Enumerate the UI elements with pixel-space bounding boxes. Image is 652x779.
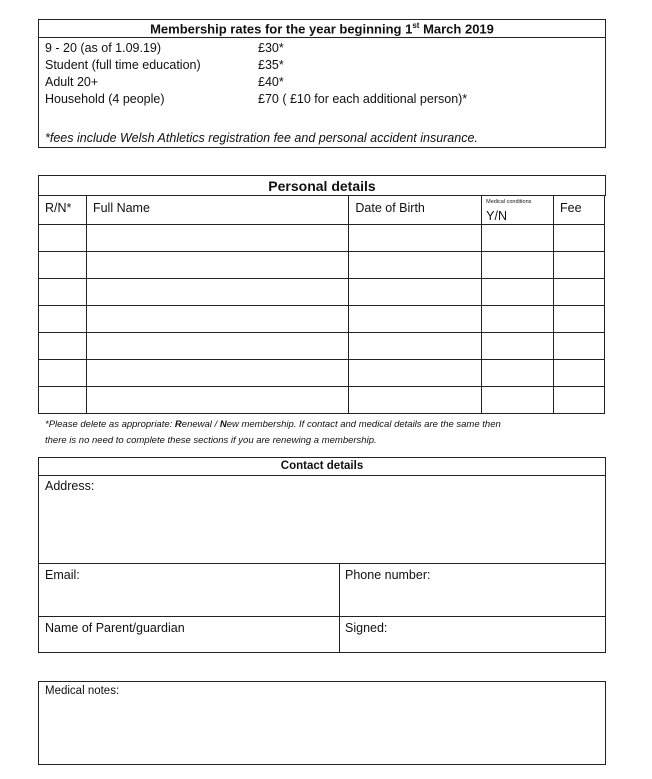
- note-text: ew membership. If contact and medical details are the same then: [226, 419, 501, 430]
- contact-details-title: Contact details: [280, 460, 364, 472]
- full-name-input[interactable]: [87, 387, 348, 413]
- membership-rates-box: [38, 19, 606, 148]
- full-name-header: [86, 196, 348, 225]
- renewal-note-line-2: there is no need to complete these sections if you are renewing a membership.: [45, 435, 377, 446]
- renewal-note-line-1: [45, 420, 501, 430]
- medical-input[interactable]: [482, 387, 553, 413]
- address-label: Address:: [45, 479, 95, 493]
- rates-footnote: *fees include Welsh Athletics registration fee and personal accident insurance.: [45, 131, 478, 145]
- rn-input[interactable]: [39, 333, 86, 359]
- rates-title: [38, 22, 606, 35]
- medical-input[interactable]: [482, 306, 553, 332]
- rates-title-sup: st: [412, 21, 420, 30]
- medical-header-small-label: Medical conditions: [486, 199, 532, 205]
- signed-label: Signed:: [345, 621, 388, 635]
- medical-input[interactable]: [482, 225, 553, 251]
- rates-title-divider: [38, 37, 606, 38]
- rn-input[interactable]: [39, 360, 86, 386]
- parent-guardian-field[interactable]: [44, 636, 334, 651]
- fee-input[interactable]: [554, 360, 604, 386]
- rate-price: £70 ( £10 for each additional person)*: [258, 92, 468, 106]
- full-name-input[interactable]: [87, 252, 348, 278]
- rn-input[interactable]: [39, 252, 86, 278]
- fee-input[interactable]: [554, 252, 604, 278]
- rate-label: Student (full time education): [45, 58, 201, 72]
- rn-input[interactable]: [39, 225, 86, 251]
- full-name-input[interactable]: [87, 279, 348, 305]
- full-name-input[interactable]: [87, 360, 348, 386]
- personal-details-table: [38, 195, 605, 414]
- signature-field[interactable]: [345, 636, 600, 651]
- contact-title-divider: [38, 475, 606, 476]
- fee-input[interactable]: [554, 279, 604, 305]
- note-text: enewal /: [181, 419, 220, 430]
- dob-input[interactable]: [349, 225, 481, 251]
- dob-header: [349, 196, 482, 225]
- dob-input[interactable]: [349, 306, 481, 332]
- fee-header-label: Fee: [560, 201, 582, 215]
- table-row: [39, 333, 605, 360]
- table-header-row: [39, 196, 605, 225]
- full-name-input[interactable]: [87, 225, 348, 251]
- rate-price: £30*: [258, 41, 284, 55]
- full-name-input[interactable]: [87, 333, 348, 359]
- table-row: [39, 225, 605, 252]
- table-row: [39, 279, 605, 306]
- medical-input[interactable]: [482, 333, 553, 359]
- dob-input[interactable]: [349, 279, 481, 305]
- rate-label: Household (4 people): [45, 92, 165, 106]
- table-row: [39, 360, 605, 387]
- dob-header-label: Date of Birth: [355, 201, 425, 215]
- rate-price: £40*: [258, 75, 284, 89]
- table-row: [39, 387, 605, 414]
- phone-label: Phone number:: [345, 568, 431, 582]
- table-row: [39, 306, 605, 333]
- medical-notes-field[interactable]: [44, 702, 603, 764]
- personal-details-title: Personal details: [268, 178, 376, 194]
- note-n: N: [219, 419, 227, 430]
- phone-field[interactable]: [345, 586, 600, 612]
- full-name-header-label: Full Name: [92, 201, 150, 215]
- medical-input[interactable]: [482, 252, 553, 278]
- medical-notes-label: Medical notes:: [45, 685, 120, 697]
- fee-input[interactable]: [554, 333, 604, 359]
- rates-title-pre: Membership rates for the year beginning 1: [150, 21, 413, 37]
- dob-input[interactable]: [349, 333, 481, 359]
- rn-input[interactable]: [39, 279, 86, 305]
- parent-guardian-label: Name of Parent/guardian: [45, 621, 185, 635]
- table-row: [39, 252, 605, 279]
- rate-price: £35*: [258, 58, 284, 72]
- fee-input[interactable]: [554, 306, 604, 332]
- medical-input[interactable]: [482, 360, 553, 386]
- contact-divider: [38, 616, 606, 617]
- dob-input[interactable]: [349, 252, 481, 278]
- medical-header-label: Y/N: [486, 209, 507, 223]
- fee-input[interactable]: [554, 387, 604, 413]
- medical-input[interactable]: [482, 279, 553, 305]
- rn-input[interactable]: [39, 306, 86, 332]
- note-text: *Please delete as appropriate:: [45, 419, 175, 430]
- rate-label: Adult 20+: [45, 75, 99, 89]
- rn-header-label: R/N*: [45, 201, 72, 215]
- rates-title-post: March 2019: [419, 21, 494, 37]
- email-label: Email:: [45, 568, 80, 582]
- email-field[interactable]: [44, 586, 334, 612]
- contact-column-divider: [339, 563, 340, 653]
- dob-input[interactable]: [349, 360, 481, 386]
- fee-input[interactable]: [554, 225, 604, 251]
- rn-header: [39, 196, 87, 225]
- contact-divider: [38, 563, 606, 564]
- note-r: R: [174, 419, 182, 430]
- rn-input[interactable]: [39, 387, 86, 413]
- dob-input[interactable]: [349, 387, 481, 413]
- fee-header: [554, 196, 605, 225]
- address-field[interactable]: [44, 496, 603, 564]
- full-name-input[interactable]: [87, 306, 348, 332]
- rate-label: 9 - 20 (as of 1.09.19): [45, 41, 162, 55]
- medical-header: [482, 196, 554, 225]
